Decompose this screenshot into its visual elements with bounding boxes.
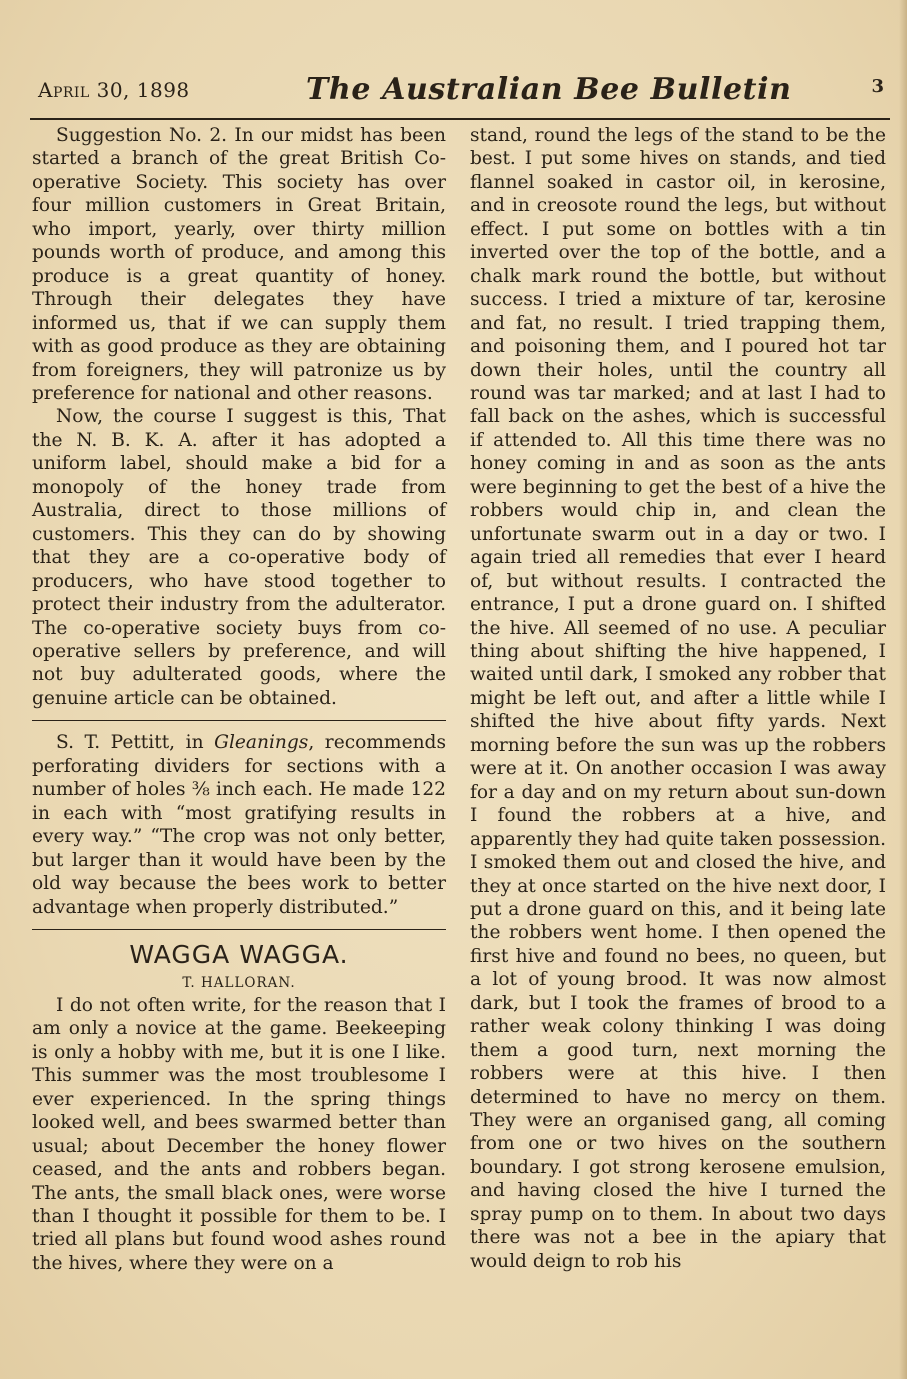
page-header [38, 72, 890, 110]
gleanings-text-rest: , recommends perforating dividers for sections with a number of holes ⅜ inch each. He made 122 in each with “most gratifying results in every way.” “The crop was not only better, but larger than it would have been by the old way because the bees work to better advantage when properly distributed.” [32, 732, 446, 918]
article-paragraph: I do not often write, for the reason that I am only a novice at the game. Beekeeping is only a hobby with me, but it is one I like. This summer was the most troublesome I ever experienced. In the spring things looked well, and bees swarmed better than usual; about December the honey flower ceased, and the ants and robbers began. The ants, the small black ones, were worse than I thought it possible for them to be. I tried all plans but found wood ashes round the hives, where they were on a [32, 994, 446, 1274]
section-divider [32, 720, 446, 721]
gleanings-paragraph [32, 731, 446, 919]
left-column [32, 124, 446, 1275]
article-continuation: stand, round the legs of the stand to be the best. I put some hives on stands, and tied flannel soaked in castor oil, in kerosine, and in creosote round the legs, but without effect. I put some on bottles with a tin inverted over the top of the bottle, and a chalk mark round the bottle, but without success. I tried a mixture of tar, kerosine and fat, no result. I tried trapping them, and poisoning them, and I poured hot tar down their holes, until the country all round was tar marked; and at last I had to fall back on the ashes, which is successful if attended to. All this time there was no honey coming in and as soon as the ants were beginning to get the best of a hive the robbers would chip in, and clean the unfortunate swarm out in a day or two. I again tried all remedies that ever I heard of, but without results. I contracted the entrance, I put a drone guard on. I shifted the hive. All seemed of no use. A peculiar thing about shifting the hive happened, I waited until dark, I smoked any robber that might be left out, and after a little while I shifted the hive about fifty yards. Next morning before the sun was up the robbers were at it. On another occasion I was away for a day and on my return about sun-down I found the robbers at a hive, and apparently they had quite taken possession. I smoked them out and closed the hive, and they at once started on the hive next door, I put a drone guard on this, and it being late the robbers went home. I then opened the first hive and found no bees, no queen, but a lot of young brood. It was now almost dark, but I took the frames of brood to a rather weak colony thinking I was doing them a good turn, next morning the robbers were at this hive. I then determined to have no mercy on them. They were an organised gang, all coming from one or two hives on the southern boundary. I got strong kerosene emulsion, and having closed the hive I turned the spray pump on to them. In about two days there was not a bee in the apiary that would deign to rob his [470, 125, 886, 1272]
publication-title: The Australian Bee Bulletin [306, 72, 792, 107]
article-byline: T. HALLORAN. [182, 974, 296, 991]
section-divider [32, 929, 446, 930]
gleanings-journal-name: Gleanings [214, 732, 309, 754]
course-paragraph: Now, the course I suggest is this, That the N. B. K. A. after it has adopted a uniform label, should make a bid for a monopoly of the honey trade from Australia, direct to those millions of customers. This they can do by showing that they are a co-operative body of producers, who have stood together to protect their industry from the adulterator. The co-operative society buys from co-operative sellers by preference, and will not buy adulterated goods, where the genuine article can be obtained. [32, 406, 446, 709]
article-title: WAGGA WAGGA. [129, 939, 349, 969]
page-edge-shadow [899, 0, 907, 1379]
issue-date: April 30, 1898 [38, 78, 190, 102]
gleanings-text-start: S. T. Pettitt, in [56, 732, 215, 754]
header-rule [30, 118, 890, 120]
page-number: 3 [871, 76, 884, 97]
right-column [470, 124, 886, 1273]
suggestion-paragraph: Suggestion No. 2. In our midst has been started a branch of the great British Co-operative Society. This society has over four million customers in Great Britain, who import, yearly, over thirty million pounds worth of produce, and among this produce is a great quantity of honey. Through their delegates they have informed us, that if we can supply them with as good produce as they are obtaining from foreigners, they will patronize us by preference for national and other reasons. [32, 125, 446, 404]
